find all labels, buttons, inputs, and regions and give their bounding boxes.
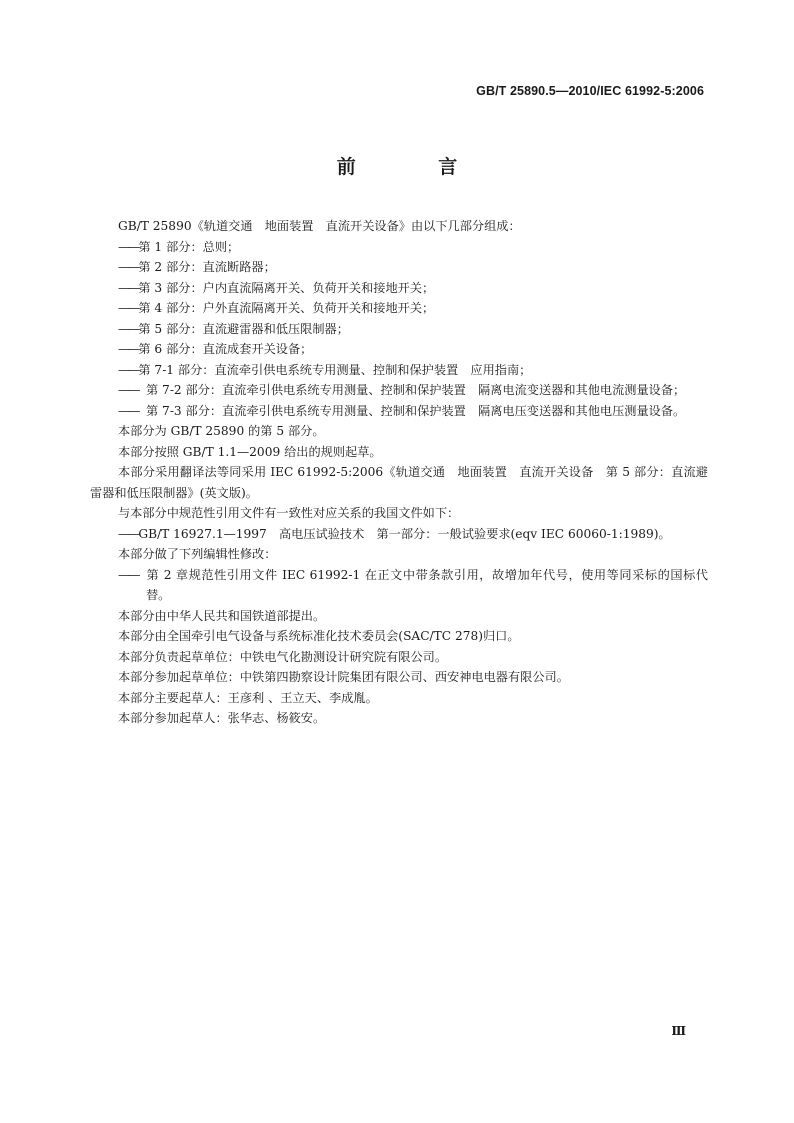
drafted-per-paragraph: 本部分按照 GB/T 1.1—2009 给出的规则起草。 <box>118 444 382 459</box>
responsible-unit-paragraph: 本部分负责起草单位：中铁电气化勘测设计研究院有限公司。 <box>118 649 448 664</box>
part-list-item: —— 第 7-3 部分：直流牵引供电系统专用测量、控制和保护装置 隔离电压变送器和其他电压测量设备。 <box>118 403 686 418</box>
participating-drafters-paragraph: 本部分参加起草人：张华志、杨筱安。 <box>118 711 326 725</box>
proposed-by-paragraph: 本部分由中华人民共和国铁道部提出。 <box>118 608 326 623</box>
consistency-intro-paragraph: 与本部分中规范性引用文件有一致性对应关系的我国文件如下： <box>118 506 460 520</box>
consistency-list-item: ——GB/T 16927.1—1997 高电压试验技术 第一部分：一般试验要求(eqv IEC 60060-1:1989)。 <box>118 526 671 541</box>
centralized-by-paragraph: 本部分由全国牵引电气设备与系统标准化技术委员会(SAC/TC 278)归口。 <box>118 629 520 643</box>
part-list-item: ——第 1 部分：总则； <box>118 239 240 254</box>
participating-units-paragraph: 本部分参加起草单位：中铁第四勘察设计院集团有限公司、西安神电电器有限公司。 <box>118 670 569 684</box>
part-list-item: ——第 6 部分：直流成套开关设备； <box>118 342 313 356</box>
part-list-item: ——第 2 部分：直流断路器； <box>118 260 276 274</box>
page-title: 前 言 <box>336 156 496 178</box>
part-list-item: ——第 4 部分：户外直流隔离开关、负荷开关和接地开关； <box>118 301 435 315</box>
part-list-item: ——第 5 部分：直流避雷器和低压限制器； <box>118 321 349 336</box>
foreword-body <box>90 216 708 729</box>
part-list-item: ——第 3 部分：户内直流隔离开关、负荷开关和接地开关； <box>118 280 435 295</box>
standard-code-header: GB/T 25890.5—2010/IEC 61992-5:2006 <box>476 84 704 98</box>
editorial-list-item: —— 第 2 章规范性引用文件 IEC 61992-1 在正文中带条款引用，故增加年代号，使用等同采标的国标代替。 <box>118 567 708 602</box>
part-list-item: ——第 7-1 部分：直流牵引供电系统专用测量、控制和保护装置 应用指南； <box>118 362 532 377</box>
intro-paragraph: GB/T 25890《轨道交通 地面装置 直流开关设备》由以下几部分组成： <box>118 219 521 233</box>
is-part-paragraph: 本部分为 GB/T 25890 的第 5 部分。 <box>118 424 325 438</box>
translation-paragraph: 本部分采用翻译法等同采用 IEC 61992-5:2006《轨道交通 地面装置 直流开关设备 第 5 部分：直流避雷器和低压限制器》(英文版)。 <box>90 465 708 500</box>
editorial-intro-paragraph: 本部分做了下列编辑性修改： <box>118 547 277 561</box>
page-number: Ⅲ <box>671 1024 686 1038</box>
part-list-item: —— 第 7-2 部分：直流牵引供电系统专用测量、控制和保护装置 隔离电流变送器和其他电流测量设备； <box>118 383 686 397</box>
main-drafters-paragraph: 本部分主要起草人：王彦利 、王立天、李成胤。 <box>118 690 378 705</box>
